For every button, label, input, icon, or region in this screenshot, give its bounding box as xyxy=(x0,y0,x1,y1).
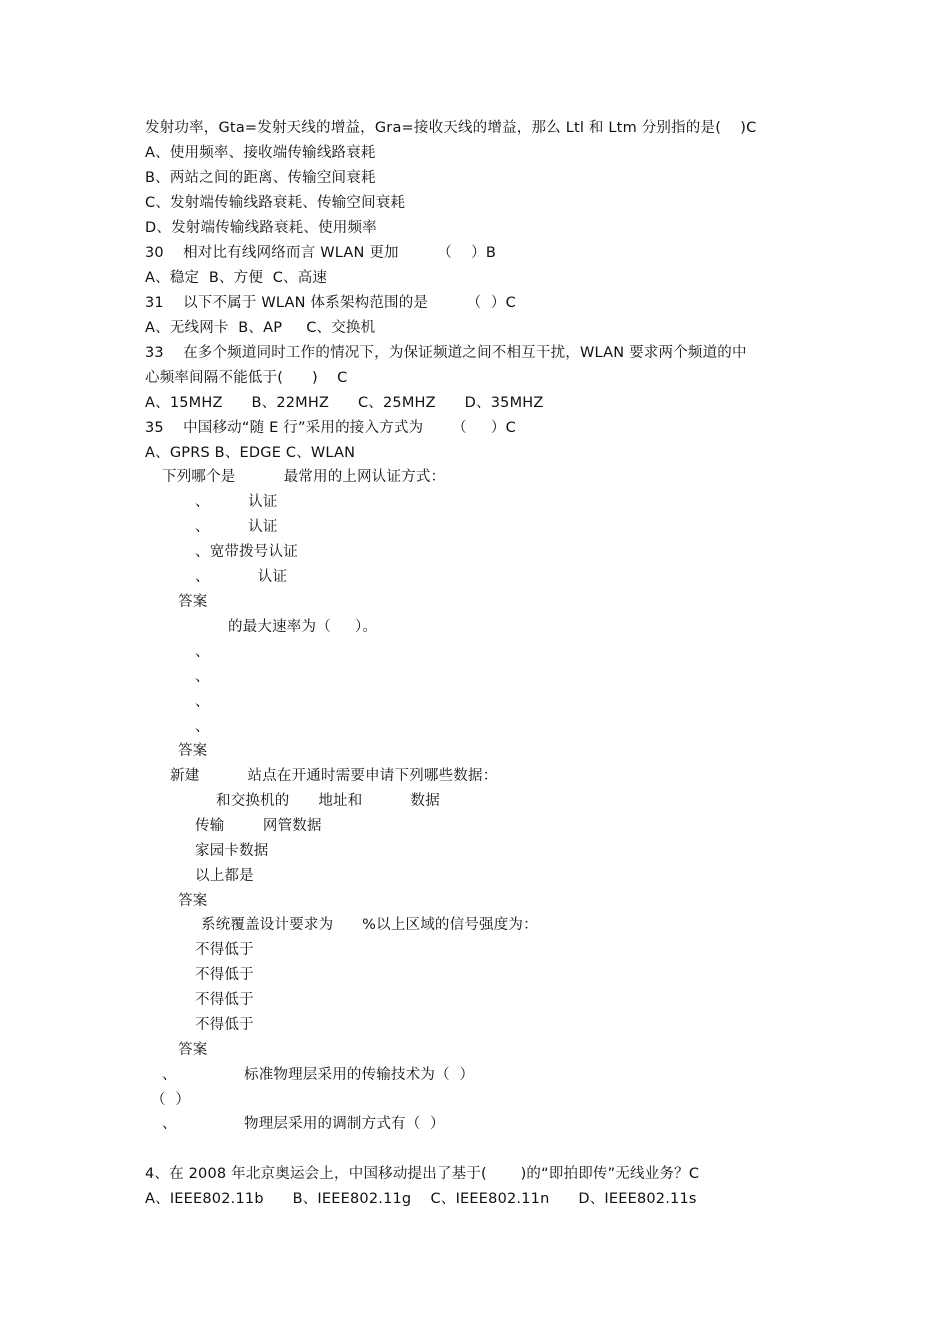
text-line: D、发射端传输线路衰耗、使用频率 xyxy=(145,220,377,236)
text-line: A、无线网卡 B、AP C、交换机 xyxy=(145,320,376,336)
text-line: 发射功率，Gta=发射天线的增益，Gra=接收天线的增益，那么 Ltl 和 Ltm 分别指的是( )C xyxy=(145,120,757,136)
text-line: 的最大速率为（ ）。 xyxy=(228,619,378,635)
text-line: 、 物理层采用的调制方式有（ ） xyxy=(162,1116,445,1132)
text-line: 家园卡数据 xyxy=(195,843,269,859)
text-line: C、发射端传输线路衰耗、传输空间衰耗 xyxy=(145,195,406,211)
text-line: 不得低于 xyxy=(195,967,254,983)
text-line: A、GPRS B、EDGE C、WLAN xyxy=(145,445,356,461)
text-line: （ ） xyxy=(151,1092,191,1108)
text-line: 系统覆盖设计要求为 %以上区域的信号强度为： xyxy=(201,917,538,933)
text-line: 新建 站点在开通时需要申请下列哪些数据： xyxy=(170,768,498,784)
text-line: 答案 xyxy=(178,743,208,759)
text-line: 答案 xyxy=(178,893,208,909)
text-line: 、 认证 xyxy=(195,569,288,585)
text-line: 答案 xyxy=(178,594,208,610)
text-line: 、 xyxy=(195,644,210,660)
text-line: 和交换机的 地址和 数据 xyxy=(216,793,440,809)
text-line: 4、在 2008 年北京奥运会上，中国移动提出了基于( )的“即拍即传”无线业务？C xyxy=(145,1166,700,1182)
text-line: 、 标准物理层采用的传输技术为（ ） xyxy=(162,1067,475,1083)
text-line: 答案 xyxy=(178,1042,208,1058)
text-line: 不得低于 xyxy=(195,942,254,958)
text-line: 31 以下不属于 WLAN 体系架构范围的是 （ ）C xyxy=(145,295,516,311)
text-line: 不得低于 xyxy=(195,1017,254,1033)
text-line: 35 中国移动“随 E 行”采用的接入方式为 （ ）C xyxy=(145,420,516,436)
text-line: 、 xyxy=(195,719,210,735)
text-line: A、稳定 B、方便 C、高速 xyxy=(145,270,328,286)
text-line: 、宽带拨号认证 xyxy=(195,544,298,560)
text-line: 以上都是 xyxy=(195,868,254,884)
text-line: 、 认证 xyxy=(195,519,278,535)
text-line: 、 xyxy=(195,669,210,685)
text-line: A、使用频率、接收端传输线路衰耗 xyxy=(145,145,376,161)
text-line: A、15MHZ B、22MHZ C、25MHZ D、35MHZ xyxy=(145,395,544,411)
text-line: 心频率间隔不能低于( ) C xyxy=(145,370,348,386)
text-line: A、IEEE802.11b B、IEEE802.11g C、IEEE802.11n D、IEEE802.11s xyxy=(145,1191,697,1207)
text-line: 下列哪个是 最常用的上网认证方式： xyxy=(162,469,446,485)
text-line: 30 相对比有线网络而言 WLAN 更加 （ ）B xyxy=(145,245,496,261)
text-line: B、两站之间的距离、传输空间衰耗 xyxy=(145,170,376,186)
text-line: 33 在多个频道同时工作的情况下，为保证频道之间不相互干扰，WLAN 要求两个频道的中 xyxy=(145,345,747,361)
text-line: 、 xyxy=(195,694,210,710)
text-line: 传输 网管数据 xyxy=(195,818,322,834)
text-line: 不得低于 xyxy=(195,992,254,1008)
text-line: 、 认证 xyxy=(195,494,278,510)
